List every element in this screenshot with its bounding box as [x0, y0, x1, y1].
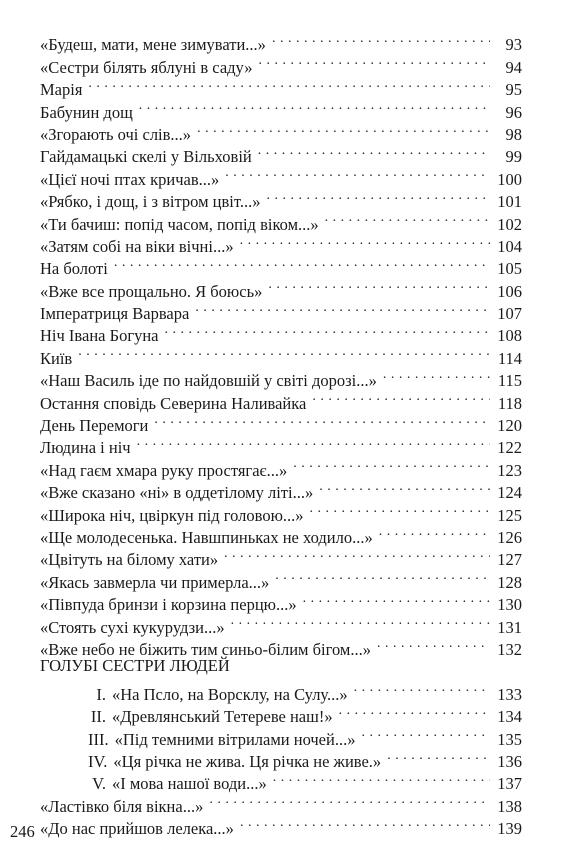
- entry-page: 101: [497, 192, 522, 212]
- entry-page: 98: [505, 124, 522, 144]
- dot-leader: [78, 341, 490, 363]
- dot-leader: [272, 28, 490, 50]
- entry-page: 106: [497, 281, 522, 301]
- dot-leader: [319, 476, 490, 498]
- entry-page: 123: [497, 460, 522, 480]
- entry-title: Остання сповідь Северина Наливайка: [40, 393, 307, 413]
- entry-page: 134: [497, 707, 522, 727]
- entry-title: «Стоять сухі кукурудзи...»: [40, 617, 225, 637]
- entry-title: «Якась завмерла чи примерла...»: [40, 572, 270, 592]
- entry-title: «Над гаєм хмара руку простягає...»: [40, 460, 288, 480]
- entry-page: 137: [497, 774, 522, 794]
- dot-leader: [310, 498, 490, 520]
- toc-entry: [40, 274, 522, 301]
- entry-page: 139: [497, 819, 522, 839]
- entry-title-text: «Під темними вітрилами ночей...»: [114, 729, 356, 749]
- dot-leader: [361, 722, 490, 744]
- dot-leader: [273, 767, 490, 789]
- entry-page: 100: [497, 169, 522, 189]
- entry-title: «Ластівко біля вікна...»: [40, 796, 204, 816]
- dot-leader: [354, 677, 490, 699]
- entry-title: «Вже сказано «ні» в оддетілому літі...»: [40, 483, 314, 503]
- entry-page: 138: [497, 796, 522, 816]
- entry-number: I.: [96, 684, 106, 704]
- entry-title: «Цієї ночі птах кричав...»: [40, 169, 220, 189]
- dot-leader: [197, 118, 490, 140]
- dot-leader: [383, 364, 490, 386]
- entry-title-text: «Древлянський Тетереве наш!»: [112, 707, 333, 727]
- entry-number: III.: [88, 729, 109, 749]
- entry-page: 104: [497, 236, 522, 256]
- entry-page: 127: [497, 550, 522, 570]
- entry-number: II.: [90, 707, 106, 727]
- entry-page: 99: [505, 147, 522, 167]
- entry-title: Гайдамацькі скелі у Вільховій: [40, 147, 252, 167]
- dot-leader: [258, 50, 490, 72]
- entry-title: «Затям собі на віки вічні...»: [40, 236, 234, 256]
- dot-leader: [225, 162, 490, 184]
- entry-title: Марія: [40, 80, 83, 100]
- dot-leader: [165, 319, 491, 341]
- entry-page: 95: [505, 80, 522, 100]
- table-of-contents: [40, 28, 522, 839]
- dot-leader: [387, 745, 490, 767]
- dot-leader: [224, 543, 490, 565]
- dot-leader: [275, 565, 490, 587]
- entry-title: «Згорають очі слів...»: [40, 124, 192, 144]
- entry-page: 93: [505, 35, 522, 55]
- entry-title: «До нас прийшов лелека...»: [40, 819, 234, 839]
- entry-title: «Ще молодесенька. Навшпиньках не ходило...»: [40, 527, 373, 547]
- entry-page: 102: [497, 214, 522, 234]
- section-heading: ГОЛУБІ СЕСТРИ ЛЮДЕЙ: [40, 655, 230, 675]
- entry-title: «Цвітуть на білому хати»: [40, 550, 219, 570]
- entry-title: «Широка ніч, цвіркун під головою...»: [40, 505, 304, 525]
- page-number: 246: [10, 822, 35, 841]
- toc-entries: [40, 28, 522, 659]
- entry-page: 118: [497, 393, 522, 413]
- entry-title: «Півпуда бринзи і корзина перцю...»: [40, 595, 297, 615]
- entry-page: 124: [497, 483, 522, 503]
- entry-page: 132: [497, 639, 522, 659]
- dot-leader: [114, 252, 490, 274]
- entry-title-text: «І мова нашої води...»: [112, 774, 267, 794]
- entry-page: 128: [497, 572, 522, 592]
- dot-leader: [209, 789, 490, 811]
- entry-title: На болоті: [40, 259, 108, 279]
- entry-page: 107: [497, 304, 522, 324]
- entry-page: 131: [497, 617, 522, 637]
- entry-page: 133: [497, 684, 522, 704]
- entry-title: [40, 706, 333, 728]
- entry-title: [40, 729, 355, 751]
- dot-leader: [325, 207, 490, 229]
- dot-leader: [258, 140, 490, 162]
- entry-title: «Наш Василь іде по найдовшій у світі дорозі...»: [40, 371, 377, 391]
- entry-title: «Ти бачиш: попід часом, попід віком...»: [40, 214, 319, 234]
- entry-title-text: «Ця річка не жива. Ця річка не живе.»: [113, 751, 382, 771]
- entry-page: 94: [505, 57, 522, 77]
- dot-leader: [266, 185, 490, 207]
- toc-entry: [40, 73, 522, 100]
- toc-trailing-entries: [40, 789, 522, 839]
- entry-page: 108: [497, 326, 522, 346]
- dot-leader: [139, 95, 490, 117]
- entry-page: 96: [505, 102, 522, 122]
- entry-page: 122: [497, 438, 522, 458]
- entry-page: 135: [497, 729, 522, 749]
- dot-leader: [88, 73, 490, 95]
- dot-leader: [240, 812, 490, 834]
- dot-leader: [312, 386, 490, 408]
- dot-leader: [268, 274, 490, 296]
- entry-title: Людина і ніч: [40, 438, 131, 458]
- toc-entry: [40, 95, 522, 122]
- entry-number: IV.: [88, 751, 108, 771]
- entry-page: 136: [497, 751, 522, 771]
- entry-page: 105: [497, 259, 522, 279]
- entry-page: 115: [497, 371, 522, 391]
- entry-title: «Вже все прощально. Я боюсь»: [40, 281, 263, 301]
- toc-entry: [40, 677, 522, 704]
- dot-leader: [231, 610, 490, 632]
- entry-title: Імператриця Варвара: [40, 304, 190, 324]
- toc-entry: [40, 341, 522, 368]
- toc-sub-entries: [40, 677, 522, 794]
- entry-title: «Сестри білять яблуні в саду»: [40, 57, 253, 77]
- dot-leader: [293, 453, 490, 475]
- entry-page: 126: [497, 527, 522, 547]
- dot-leader: [195, 297, 490, 319]
- entry-title: День Перемоги: [40, 416, 149, 436]
- entry-title-text: «На Псло, на Ворсклу, на Сулу...»: [112, 684, 348, 704]
- toc-entry: [40, 28, 522, 55]
- dot-leader: [137, 431, 490, 453]
- dot-leader: [379, 521, 490, 543]
- dot-leader: [154, 409, 490, 431]
- entry-title: «Вже небо не біжить тим синьо-білим бігом...»: [40, 639, 371, 659]
- dot-leader: [240, 230, 490, 252]
- entry-page: 130: [497, 595, 522, 615]
- entry-title: Київ: [40, 348, 73, 368]
- entry-title: «Рябко, і дощ, і з вітром цвіт...»: [40, 192, 261, 212]
- entry-title: Ніч Івана Богуна: [40, 326, 159, 346]
- entry-title: Бабунин дощ: [40, 102, 133, 122]
- toc-entry: [40, 364, 522, 391]
- dot-leader: [377, 633, 490, 655]
- entry-page: 125: [497, 505, 522, 525]
- entry-title: «Будеш, мати, мене зимувати...»: [40, 35, 266, 55]
- entry-page: 114: [497, 348, 522, 368]
- entry-page: 120: [497, 416, 522, 436]
- dot-leader: [339, 700, 490, 722]
- entry-title: [40, 684, 348, 706]
- entry-number: V.: [92, 774, 106, 794]
- dot-leader: [303, 588, 490, 610]
